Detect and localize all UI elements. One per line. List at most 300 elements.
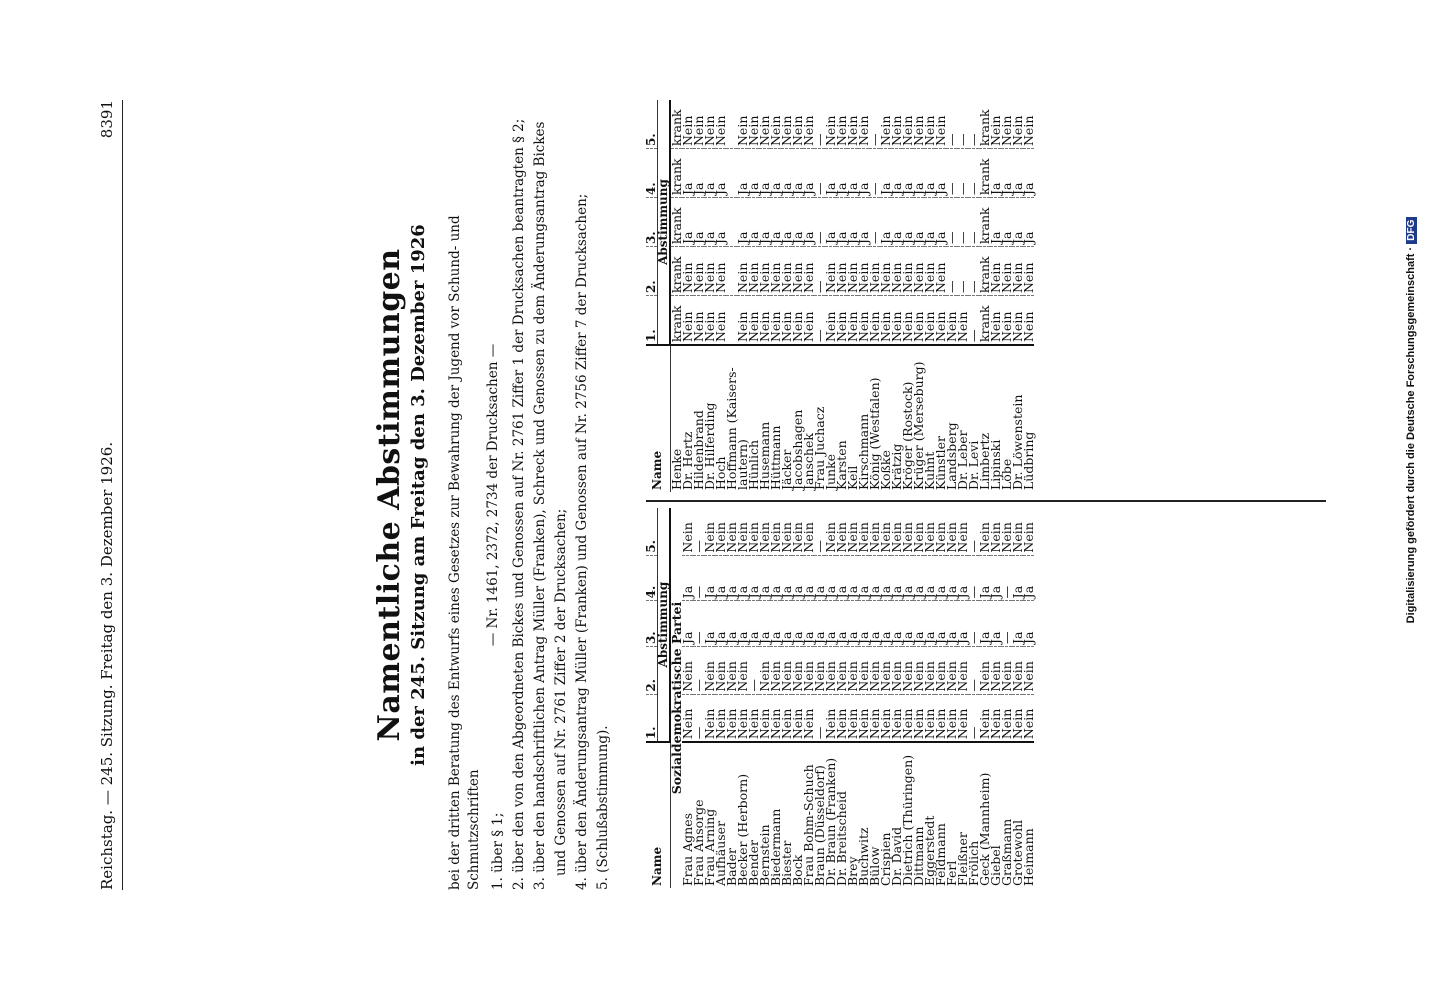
col-header: 3. bbox=[646, 198, 658, 247]
vote-cell: Ja bbox=[902, 601, 913, 647]
vote-cell: Nein bbox=[781, 100, 792, 149]
vote-cell: Nein bbox=[858, 647, 869, 695]
vote-cell: Nein bbox=[759, 694, 770, 742]
vote-cell: Nein bbox=[1023, 647, 1034, 695]
member-name: Löbe bbox=[999, 458, 1014, 490]
col-header: 1. bbox=[646, 296, 658, 346]
col-header-abstimmung: Abstimmung bbox=[658, 508, 671, 742]
vote-cell: Nein bbox=[682, 100, 693, 149]
vote-cell: — bbox=[814, 694, 825, 742]
member-name: Lipinski bbox=[988, 439, 1003, 490]
vote-cell: Ja bbox=[715, 601, 726, 647]
vote-cell: Nein bbox=[715, 100, 726, 149]
vote-cell: Nein bbox=[924, 247, 935, 296]
vote-cell: — bbox=[968, 149, 979, 198]
digitization-credit bbox=[1405, 120, 1417, 720]
vote-cell: Ja bbox=[737, 555, 748, 601]
vote-cell: Nein bbox=[957, 508, 968, 555]
vote-cell: — bbox=[814, 508, 825, 555]
vote-cell: Ja bbox=[693, 198, 704, 247]
member-name: Keil bbox=[845, 465, 860, 490]
vote-cell: krank bbox=[670, 149, 682, 198]
vote-cell: Nein bbox=[704, 694, 715, 742]
vote-cell: Nein bbox=[792, 296, 803, 346]
vote-cell: Nein bbox=[858, 694, 869, 742]
member-name: Bülow bbox=[867, 846, 882, 886]
vote-cell: Nein bbox=[847, 100, 858, 149]
dfg-logo: DFG bbox=[1406, 217, 1417, 244]
member-name: Hoffmann (Kaisers- bbox=[724, 367, 739, 490]
vote-item: 2. über den von den Abgeordneten Bickes und Genossen auf Nr. 2761 Ziffer 1 der Drucksachen beantragten § 2; bbox=[511, 118, 527, 890]
vote-cell: Ja bbox=[704, 601, 715, 647]
col-header: 5. bbox=[646, 100, 658, 149]
intro-line: — Nr. 1461, 2372, 2734 der Drucksachen — bbox=[485, 343, 501, 647]
vote-cell: Ja bbox=[1001, 198, 1012, 247]
col-header: 4. bbox=[646, 555, 658, 601]
member-name: Buchwitz bbox=[856, 827, 871, 886]
vote-cell: Nein bbox=[858, 100, 869, 149]
vote-cell: Nein bbox=[781, 296, 792, 346]
vote-cell: Nein bbox=[946, 694, 957, 742]
vote-cell: Ja bbox=[825, 149, 836, 198]
member-name: Husemann bbox=[757, 421, 772, 490]
vote-cell: Ja bbox=[957, 555, 968, 601]
credit-text: Digitalisierung gefördert durch die Deutsche Forschungsgemeinschaft · bbox=[1405, 246, 1417, 624]
vote-cell: Nein bbox=[891, 296, 902, 346]
vote-cell: Nein bbox=[715, 247, 726, 296]
vote-cell: Ja bbox=[825, 198, 836, 247]
vote-item: und Genossen auf Nr. 2761 Ziffer 2 der Drucksachen; bbox=[553, 508, 569, 876]
vote-cell: Nein bbox=[836, 694, 847, 742]
vote-cell: Ja bbox=[935, 198, 946, 247]
member-name: Graßmann bbox=[999, 818, 1014, 886]
vote-cell: Ja bbox=[847, 555, 858, 601]
vote-cell: Nein bbox=[880, 247, 891, 296]
vote-cell: Nein bbox=[781, 247, 792, 296]
vote-cell: Ja bbox=[726, 555, 737, 601]
vote-cell: Nein bbox=[715, 296, 726, 346]
vote-cell: Nein bbox=[858, 247, 869, 296]
vote-cell: Nein bbox=[814, 647, 825, 695]
vote-cell: Ja bbox=[781, 198, 792, 247]
member-name: Jacobshagen bbox=[790, 409, 805, 490]
vote-cell: Ja bbox=[935, 601, 946, 647]
vote-cell: Nein bbox=[781, 508, 792, 555]
member-name: Dr. Levi bbox=[966, 440, 981, 490]
member-name: Frau Arning bbox=[702, 808, 717, 886]
vote-cell: Nein bbox=[825, 247, 836, 296]
vote-cell: krank bbox=[979, 198, 990, 247]
vote-cell: Ja bbox=[946, 555, 957, 601]
member-name: Dr. Leber bbox=[955, 430, 970, 490]
vote-cell: — bbox=[814, 149, 825, 198]
vote-cell: — bbox=[946, 100, 957, 149]
vote-cell: Nein bbox=[957, 296, 968, 346]
member-name: Henke bbox=[668, 448, 684, 490]
vote-cell: Ja bbox=[891, 601, 902, 647]
vote-cell: Ja bbox=[836, 149, 847, 198]
vote-cell: Nein bbox=[1023, 694, 1034, 742]
vote-cell: Ja bbox=[715, 198, 726, 247]
vote-cell: Nein bbox=[990, 694, 1001, 742]
vote-cell: Nein bbox=[990, 296, 1001, 346]
vote-cell: Ja bbox=[869, 601, 880, 647]
vote-cell: Nein bbox=[1023, 296, 1034, 346]
vote-cell: Nein bbox=[902, 296, 913, 346]
member-name: Hünlich bbox=[746, 439, 761, 490]
vote-cell: Nein bbox=[726, 508, 737, 555]
vote-cell: Nein bbox=[770, 508, 781, 555]
member-name: Dietrich (Thüringen) bbox=[900, 754, 915, 886]
vote-item: 3. über den handschriftlichen Antrag Müller (Franken), Schreck und Genossen zu dem Änderungsantrag Bickes bbox=[532, 121, 548, 890]
vote-cell: Ja bbox=[1012, 149, 1023, 198]
member-name: Künstler bbox=[933, 436, 948, 490]
vote-cell: Nein bbox=[935, 247, 946, 296]
member-name: Kirschmann bbox=[856, 413, 871, 490]
vote-cell: Nein bbox=[858, 508, 869, 555]
vote-cell: Nein bbox=[781, 694, 792, 742]
page-subtitle: in der 245. Sitzung am Freitag den 3. Dezember 1926 bbox=[408, 224, 429, 766]
vote-cell: Nein bbox=[770, 296, 781, 346]
member-name: Eggerstedt bbox=[922, 815, 937, 886]
vote-cell: — bbox=[693, 694, 704, 742]
vote-cell: Nein bbox=[803, 247, 814, 296]
vote-cell: Nein bbox=[836, 247, 847, 296]
vote-cell: Nein bbox=[737, 508, 748, 555]
member-name: Bernstein bbox=[757, 824, 772, 886]
vote-cell: Nein bbox=[693, 296, 704, 346]
vote-cell: Nein bbox=[825, 647, 836, 695]
vote-cell: Ja bbox=[979, 601, 990, 647]
vote-cell: Nein bbox=[1001, 647, 1012, 695]
vote-cell: Ja bbox=[682, 149, 693, 198]
vote-cell: Nein bbox=[737, 296, 748, 346]
vote-cell: Nein bbox=[913, 647, 924, 695]
vote-cell: Ja bbox=[781, 149, 792, 198]
vote-cell: Ja bbox=[1023, 555, 1034, 601]
table-row bbox=[836, 100, 847, 492]
vote-cell: Nein bbox=[704, 508, 715, 555]
vote-cell: Nein bbox=[803, 694, 814, 742]
vote-cell: Ja bbox=[957, 601, 968, 647]
vote-cell: krank bbox=[979, 247, 990, 296]
vote-cell: Ja bbox=[748, 198, 759, 247]
vote-cell: Nein bbox=[704, 247, 715, 296]
vote-cell: Nein bbox=[1023, 247, 1034, 296]
vote-table-left bbox=[646, 508, 1034, 888]
vote-cell: Ja bbox=[759, 555, 770, 601]
vote-cell: Nein bbox=[957, 647, 968, 695]
vote-cell: Nein bbox=[913, 296, 924, 346]
vote-cell: — bbox=[968, 647, 979, 695]
member-name: Hildenbrand bbox=[691, 410, 706, 490]
vote-cell: krank bbox=[979, 100, 990, 149]
vote-cell: — bbox=[693, 601, 704, 647]
vote-cell: Nein bbox=[880, 647, 891, 695]
vote-cell: — bbox=[693, 647, 704, 695]
vote-cell: Nein bbox=[935, 694, 946, 742]
vote-cell: Ja bbox=[880, 555, 891, 601]
vote-cell: Ja bbox=[924, 198, 935, 247]
vote-cell: Nein bbox=[1012, 694, 1023, 742]
vote-cell: Nein bbox=[770, 247, 781, 296]
vote-cell: Nein bbox=[748, 694, 759, 742]
vote-cell: Nein bbox=[913, 247, 924, 296]
member-name: Junke bbox=[823, 453, 838, 490]
vote-cell: Ja bbox=[902, 198, 913, 247]
member-name: Krätzig bbox=[889, 443, 904, 490]
member-name: Janschek bbox=[801, 433, 816, 490]
vote-cell: Nein bbox=[990, 647, 1001, 695]
vote-cell: Ja bbox=[792, 555, 803, 601]
vote-cell: — bbox=[869, 100, 880, 149]
member-name: Lüdbring bbox=[1021, 431, 1036, 490]
col-header: 5. bbox=[646, 508, 658, 555]
vote-cell: Nein bbox=[693, 247, 704, 296]
vote-cell: Nein bbox=[748, 296, 759, 346]
vote-cell: Nein bbox=[924, 508, 935, 555]
col-header: 2. bbox=[646, 247, 658, 296]
vote-cell: Ja bbox=[814, 601, 825, 647]
vote-cell: Ja bbox=[737, 601, 748, 647]
vote-cell: Nein bbox=[737, 247, 748, 296]
vote-cell: Nein bbox=[979, 508, 990, 555]
member-name: Frölich bbox=[966, 840, 981, 886]
vote-cell: Nein bbox=[726, 694, 737, 742]
vote-cell: Nein bbox=[869, 296, 880, 346]
vote-cell: Ja bbox=[704, 198, 715, 247]
vote-cell: Nein bbox=[715, 508, 726, 555]
table-row bbox=[869, 100, 880, 492]
vote-cell: Nein bbox=[792, 508, 803, 555]
table-row bbox=[979, 100, 990, 492]
vote-cell: Nein bbox=[759, 247, 770, 296]
vote-cell: Nein bbox=[825, 100, 836, 149]
col-header-name: Name bbox=[646, 345, 670, 492]
vote-cell: Nein bbox=[880, 296, 891, 346]
vote-cell: Nein bbox=[990, 247, 1001, 296]
vote-cell: Nein bbox=[1012, 647, 1023, 695]
vote-cell: Ja bbox=[880, 198, 891, 247]
vote-cell: Nein bbox=[913, 508, 924, 555]
vote-cell: Ja bbox=[891, 198, 902, 247]
column-divider bbox=[646, 500, 1326, 502]
vote-cell: — bbox=[946, 149, 957, 198]
vote-cell: Ja bbox=[726, 601, 737, 647]
vote-cell: — bbox=[968, 296, 979, 346]
vote-cell: Nein bbox=[803, 647, 814, 695]
table-row bbox=[979, 508, 990, 888]
vote-cell: krank bbox=[670, 296, 682, 346]
vote-cell: Nein bbox=[891, 508, 902, 555]
vote-cell: Nein bbox=[847, 247, 858, 296]
vote-cell: Nein bbox=[847, 296, 858, 346]
vote-cell: Ja bbox=[1012, 601, 1023, 647]
vote-cell: Nein bbox=[847, 647, 858, 695]
vote-item: 1. über § 1; bbox=[490, 812, 506, 890]
table-row bbox=[913, 100, 924, 492]
vote-cell: Ja bbox=[1001, 149, 1012, 198]
vote-cell: Nein bbox=[836, 508, 847, 555]
vote-cell: Nein bbox=[913, 100, 924, 149]
member-name: Jäcker bbox=[779, 449, 794, 490]
member-name: Limbertz bbox=[977, 432, 992, 490]
vote-cell: Ja bbox=[770, 198, 781, 247]
vote-cell: Nein bbox=[1001, 508, 1012, 555]
vote-cell: Nein bbox=[693, 100, 704, 149]
vote-cell: Ja bbox=[1023, 149, 1034, 198]
member-name: Geck (Mannheim) bbox=[977, 772, 992, 886]
vote-cell: Ja bbox=[946, 601, 957, 647]
vote-cell: Ja bbox=[880, 149, 891, 198]
vote-cell: — bbox=[869, 149, 880, 198]
member-name: Hüttmann bbox=[768, 425, 783, 490]
vote-cell: Ja bbox=[869, 555, 880, 601]
col-header-abstimmung: Abstimmung bbox=[658, 100, 671, 345]
vote-cell: Nein bbox=[847, 694, 858, 742]
member-name: Dr. Hertz bbox=[680, 431, 695, 490]
vote-cell: — bbox=[968, 247, 979, 296]
vote-cell: — bbox=[814, 247, 825, 296]
member-name: Ferl bbox=[944, 860, 959, 886]
member-name: Biedermann bbox=[768, 808, 783, 886]
vote-cell: Ja bbox=[748, 601, 759, 647]
vote-cell: Nein bbox=[770, 100, 781, 149]
vote-cell: Nein bbox=[902, 100, 913, 149]
member-name: Frau Bohm-Schuch bbox=[801, 764, 816, 886]
vote-cell: Nein bbox=[891, 647, 902, 695]
table-row bbox=[737, 508, 748, 888]
member-name: Feldmann bbox=[933, 823, 948, 886]
table-row bbox=[935, 508, 946, 888]
vote-cell: Ja bbox=[935, 149, 946, 198]
vote-cell: — bbox=[693, 555, 704, 601]
member-name: Heimann bbox=[1021, 828, 1036, 886]
vote-cell: Ja bbox=[847, 149, 858, 198]
vote-table-right bbox=[646, 100, 1034, 492]
vote-cell: Nein bbox=[715, 647, 726, 695]
vote-cell: — bbox=[957, 247, 968, 296]
vote-cell: Nein bbox=[726, 647, 737, 695]
member-name: Bender bbox=[746, 839, 761, 886]
vote-cell: Nein bbox=[737, 694, 748, 742]
member-name: Dr. Breitscheid bbox=[834, 790, 849, 886]
vote-cell: Ja bbox=[847, 198, 858, 247]
header-rule bbox=[122, 100, 123, 890]
vote-cell: Nein bbox=[682, 508, 693, 555]
vote-cell: Nein bbox=[946, 508, 957, 555]
vote-cell: Ja bbox=[814, 555, 825, 601]
vote-items bbox=[488, 100, 614, 890]
table-row bbox=[770, 100, 781, 492]
vote-cell: Ja bbox=[737, 198, 748, 247]
member-name: Dr. David bbox=[889, 826, 904, 886]
vote-cell: Nein bbox=[1001, 100, 1012, 149]
vote-cell: Nein bbox=[803, 508, 814, 555]
member-name: Giebel bbox=[988, 845, 1003, 886]
vote-cell: Ja bbox=[781, 555, 792, 601]
vote-cell: Nein bbox=[792, 647, 803, 695]
vote-cell: Ja bbox=[913, 149, 924, 198]
vote-cell: Ja bbox=[913, 198, 924, 247]
vote-cell: — bbox=[814, 296, 825, 346]
vote-cell: Ja bbox=[913, 601, 924, 647]
vote-cell: Nein bbox=[847, 508, 858, 555]
vote-cell: Nein bbox=[902, 508, 913, 555]
table-row bbox=[770, 508, 781, 888]
vote-cell: Ja bbox=[836, 198, 847, 247]
vote-cell: Nein bbox=[869, 647, 880, 695]
member-name: Dittmann bbox=[911, 826, 926, 886]
col-header-name: Name bbox=[646, 742, 670, 888]
member-name: Dr. Löwenstein bbox=[1010, 394, 1025, 490]
vote-cell: Ja bbox=[693, 149, 704, 198]
vote-cell: Nein bbox=[792, 100, 803, 149]
vote-cell: Ja bbox=[858, 198, 869, 247]
vote-cell: Ja bbox=[748, 555, 759, 601]
vote-cell: Nein bbox=[979, 647, 990, 695]
page-number: 8391 bbox=[98, 100, 116, 139]
vote-cell: krank bbox=[979, 149, 990, 198]
vote-cell: Nein bbox=[858, 296, 869, 346]
vote-cell: Nein bbox=[1023, 508, 1034, 555]
vote-cell: Ja bbox=[1012, 198, 1023, 247]
intro-line: bei der dritten Beratung des Entwurfs eines Gesetzes zur Bewahrung der Jugend vor Schund- und Schmutzschriften bbox=[447, 215, 482, 890]
table-row bbox=[704, 100, 715, 492]
vote-cell: Ja bbox=[759, 601, 770, 647]
vote-cell: Nein bbox=[704, 647, 715, 695]
vote-cell: Nein bbox=[1012, 508, 1023, 555]
vote-cell: Ja bbox=[990, 555, 1001, 601]
vote-cell: Nein bbox=[1012, 247, 1023, 296]
vote-cell: — bbox=[946, 198, 957, 247]
vote-cell: Ja bbox=[759, 149, 770, 198]
vote-cell: Ja bbox=[825, 555, 836, 601]
vote-cell: Nein bbox=[1001, 694, 1012, 742]
vote-cell: — bbox=[957, 149, 968, 198]
vote-cell: Ja bbox=[781, 601, 792, 647]
vote-cell: Nein bbox=[891, 100, 902, 149]
vote-cell: Nein bbox=[748, 508, 759, 555]
vote-cell: — bbox=[1001, 601, 1012, 647]
vote-cell: Ja bbox=[880, 601, 891, 647]
vote-cell: Ja bbox=[770, 601, 781, 647]
vote-cell: Nein bbox=[682, 647, 693, 695]
table-body bbox=[670, 100, 1034, 492]
vote-cell: Ja bbox=[825, 601, 836, 647]
vote-cell: Nein bbox=[737, 100, 748, 149]
vote-cell: Ja bbox=[704, 555, 715, 601]
vote-cell: Nein bbox=[924, 647, 935, 695]
vote-cell: — bbox=[968, 555, 979, 601]
vote-cell: Nein bbox=[682, 296, 693, 346]
vote-cell: Nein bbox=[792, 247, 803, 296]
vote-cell: Ja bbox=[935, 555, 946, 601]
vote-cell: Nein bbox=[759, 296, 770, 346]
vote-cell: Nein bbox=[1001, 296, 1012, 346]
vote-cell: Nein bbox=[759, 508, 770, 555]
vote-cell: Ja bbox=[792, 601, 803, 647]
col-header: 2. bbox=[646, 647, 658, 695]
vote-cell: — bbox=[968, 100, 979, 149]
vote-cell: Nein bbox=[748, 247, 759, 296]
member-name: Grotewohl bbox=[1010, 819, 1025, 886]
vote-cell: Nein bbox=[704, 296, 715, 346]
vote-cell: Nein bbox=[836, 296, 847, 346]
vote-cell: Ja bbox=[891, 555, 902, 601]
member-name: König (Westfalen) bbox=[867, 377, 882, 490]
vote-cell: Nein bbox=[869, 508, 880, 555]
